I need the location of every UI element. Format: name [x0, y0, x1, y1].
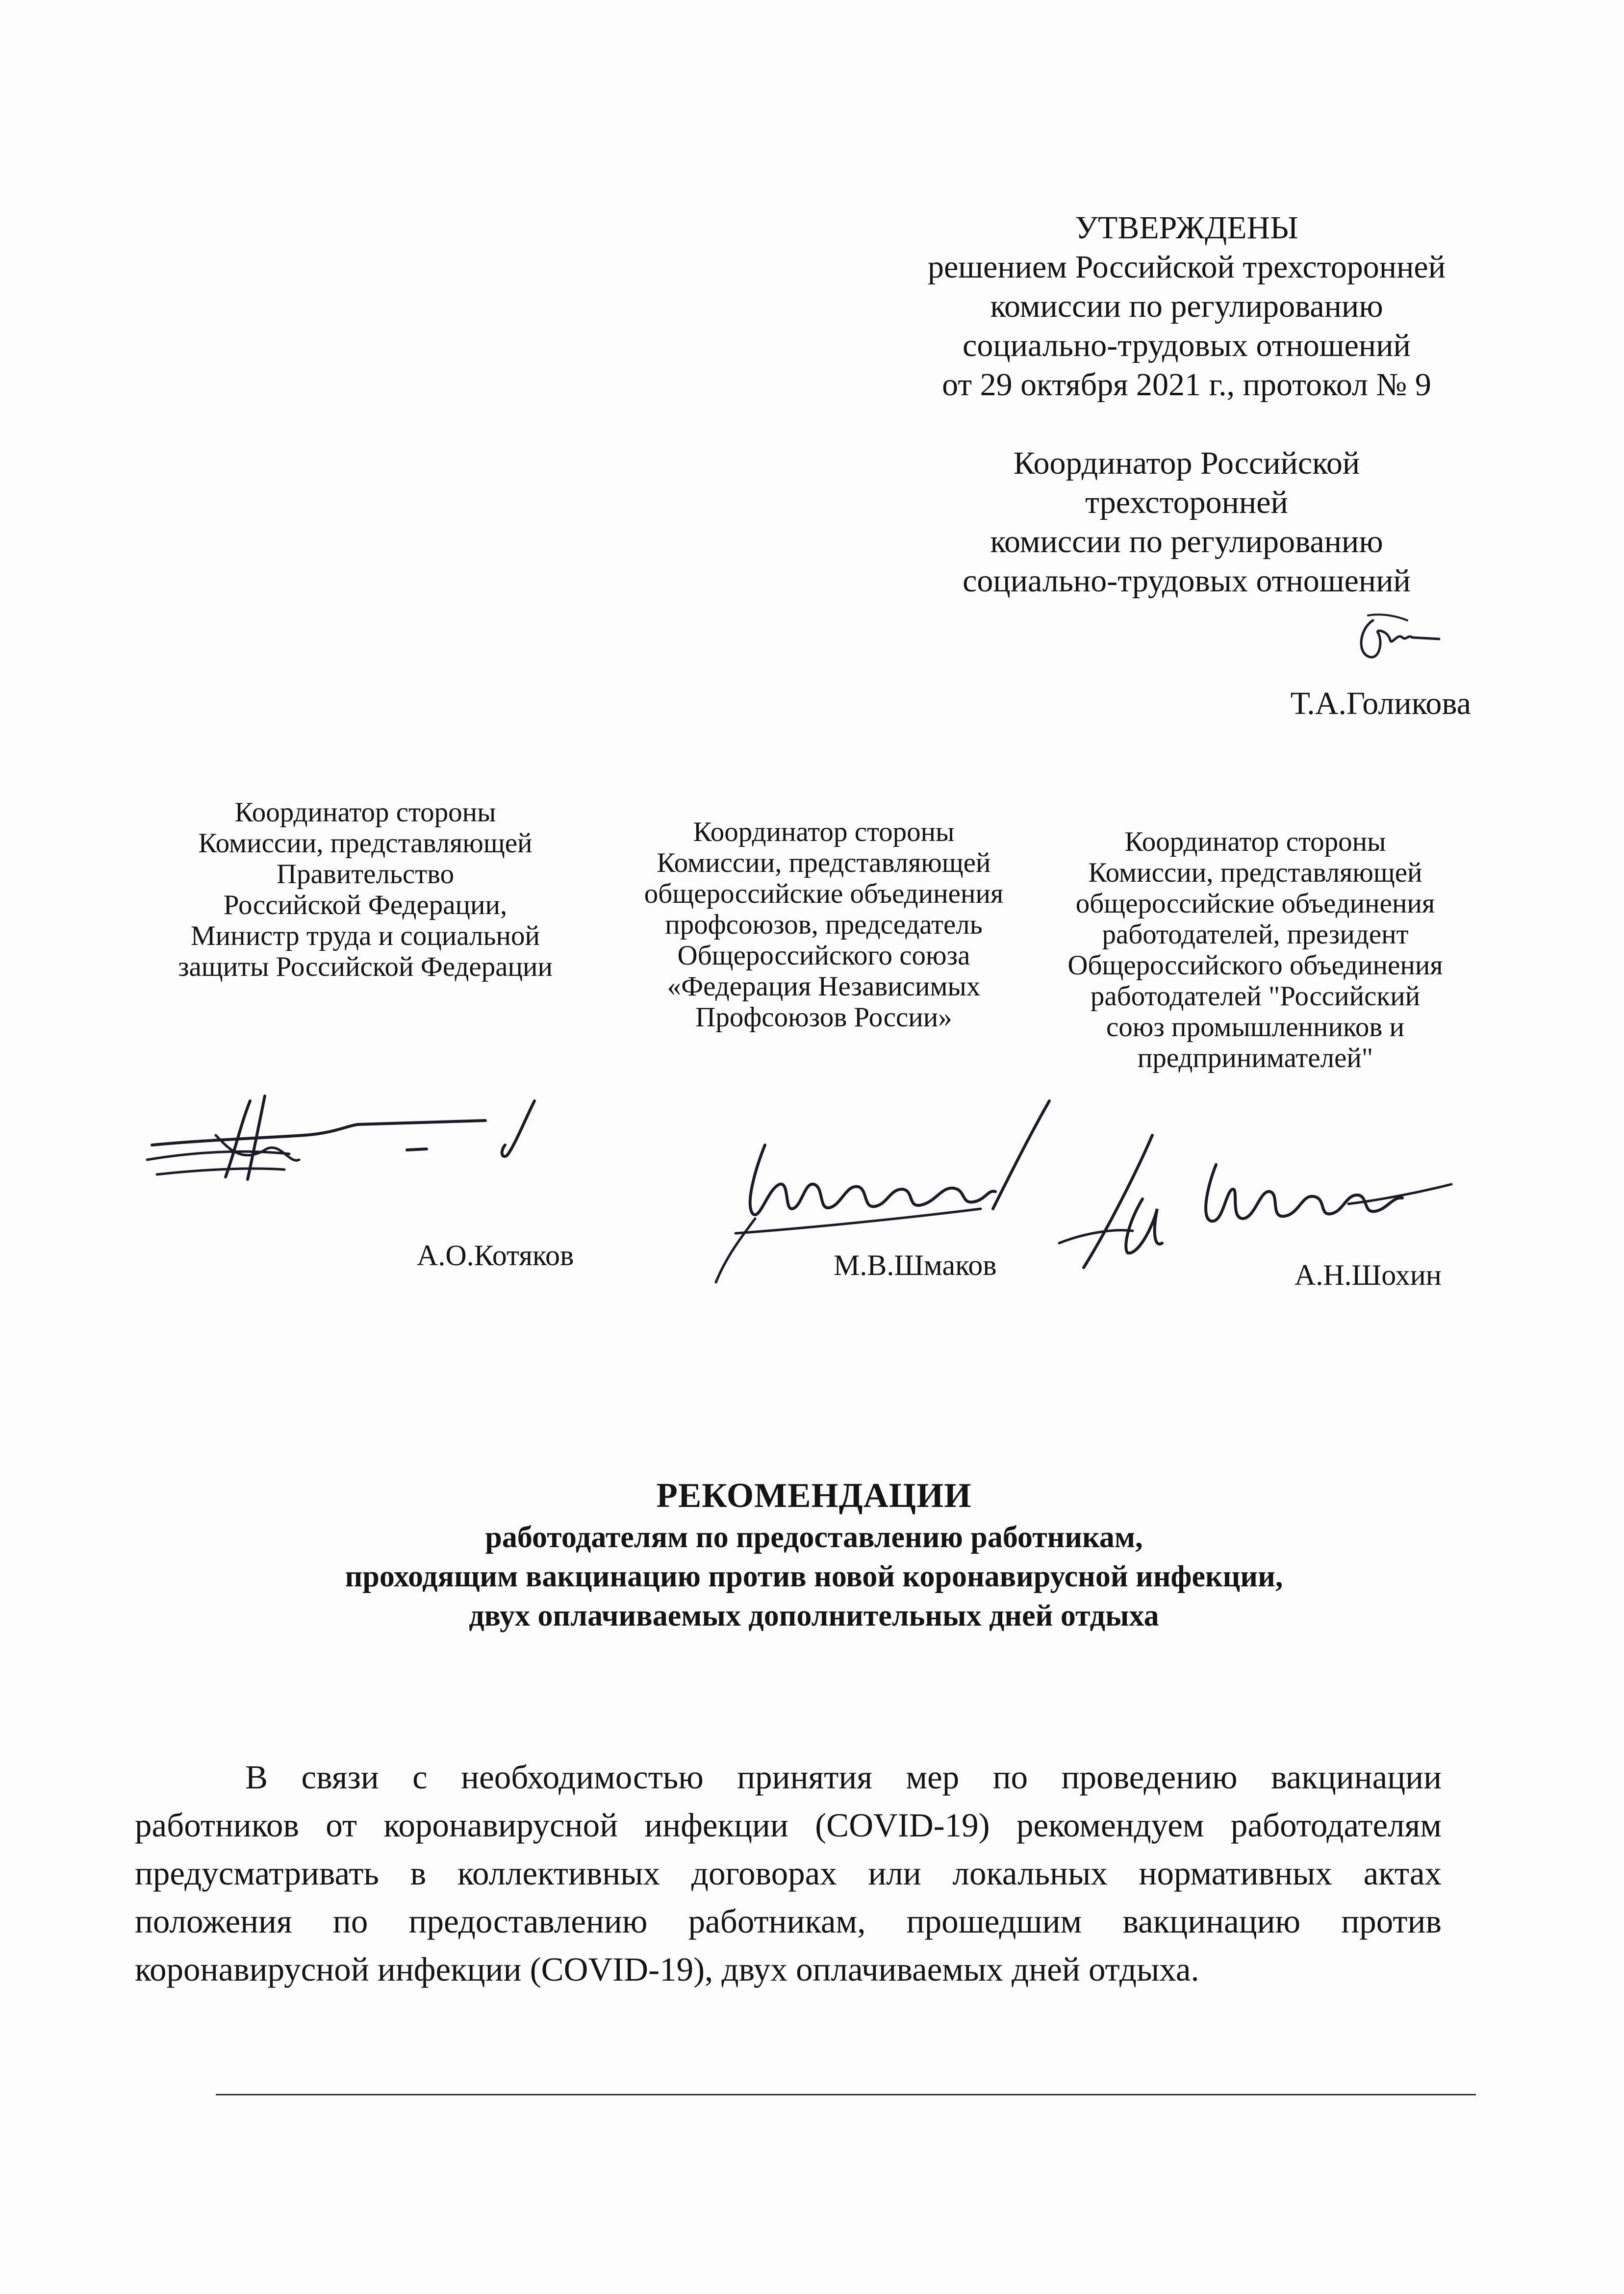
recommendations-subtitle-line: двух оплачиваемых дополнительных дней отдыха: [469, 1599, 1159, 1632]
golikova-name: Т.А.Голикова: [1290, 686, 1471, 721]
coordinator-line: общероссийские объединения: [1075, 888, 1435, 919]
coordinator-line: Российской Федерации,: [223, 890, 508, 920]
paragraph-line: положения по предоставлению работникам, прошедшим вакцинацию против: [135, 1903, 1442, 1940]
recommendations-subtitle-line: проходящим вакцинацию против новой коронавирусной инфекции,: [345, 1560, 1283, 1593]
coordinator-line: Министр труда и социальной: [191, 920, 540, 951]
coordinator-line: общероссийские объединения: [644, 878, 1004, 909]
spacer: [863, 405, 1510, 444]
coordinator-line: Комиссии, представляющей: [1088, 857, 1422, 888]
coordinator-line: защиты Российской Федерации: [178, 951, 553, 982]
closing-rule: [216, 2094, 1476, 2095]
coordinator-title-line: социально-трудовых отношений: [963, 563, 1411, 599]
coordinator-line: Координатор стороны: [693, 816, 955, 847]
coordinator-government: [137, 797, 593, 982]
body-paragraph: [135, 1753, 1442, 1993]
paragraph-line: предусматривать в коллективных договорах или локальных нормативных актах: [135, 1855, 1442, 1892]
shokhin-name: А.Н.Шохин: [1294, 1259, 1442, 1291]
paragraph-line: работников от коронавирусной инфекции (COVID-19) рекомендуем работодателям: [135, 1807, 1442, 1844]
paragraph-line: коронавирусной инфекции (COVID-19), двух оплачиваемых дней отдыха.: [135, 1951, 1199, 1988]
coordinator-line: Профсоюзов России»: [695, 1002, 952, 1033]
recommendations-title: РЕКОМЕНДАЦИИ: [656, 1477, 972, 1515]
coordinator-line: работодателей, президент: [1102, 919, 1409, 950]
coordinator-title-line: трехсторонней: [1085, 484, 1288, 520]
coordinator-line: Комиссии, представляющей: [198, 828, 533, 859]
coordinator-trade-unions: [610, 816, 1037, 1033]
approval-title: УТВЕРЖДЕНЫ: [1075, 210, 1298, 246]
approval-date-line: от 29 октября 2021 г., протокол № 9: [942, 367, 1431, 403]
kotyakov-signature: [142, 1091, 544, 1204]
golikova-signature: [1353, 611, 1442, 664]
coordinator-line: Координатор стороны: [1124, 826, 1386, 857]
coordinator-line: работодателей "Российский: [1090, 981, 1421, 1012]
shmakov-name: М.В.Шмаков: [834, 1249, 997, 1281]
coordinator-line: Координатор стороны: [234, 797, 496, 828]
coordinator-line: союз промышленников и: [1106, 1012, 1405, 1043]
approval-line: решением Российской трехсторонней: [927, 249, 1446, 285]
coordinator-line: «Федерация Независимых: [667, 971, 981, 1002]
paragraph-line: В связи с необходимостью принятия мер по проведению вакцинации: [245, 1759, 1442, 1796]
recommendations-subtitle-line: работодателям по предоставлению работникам,: [485, 1521, 1143, 1554]
coordinator-line: Комиссии, представляющей: [657, 847, 991, 878]
approval-block: [863, 208, 1510, 601]
coordinator-line: Общероссийского объединения: [1067, 950, 1443, 981]
coordinator-employers: [1035, 826, 1476, 1073]
coordinator-title-line: комиссии по регулированию: [990, 524, 1383, 560]
coordinator-title-line: Координатор Российской: [1013, 445, 1360, 481]
coordinator-line: Правительство: [276, 859, 455, 890]
coordinator-line: Общероссийского союза: [677, 940, 970, 971]
recommendations-heading: [162, 1474, 1466, 1635]
approval-line: социально-трудовых отношений: [963, 328, 1411, 363]
coordinator-line: профсоюзов, председатель: [665, 909, 983, 940]
approval-line: комиссии по регулированию: [990, 288, 1383, 324]
coordinator-line: предпринимателей": [1137, 1043, 1373, 1073]
kotyakov-name: А.О.Котяков: [417, 1239, 574, 1272]
